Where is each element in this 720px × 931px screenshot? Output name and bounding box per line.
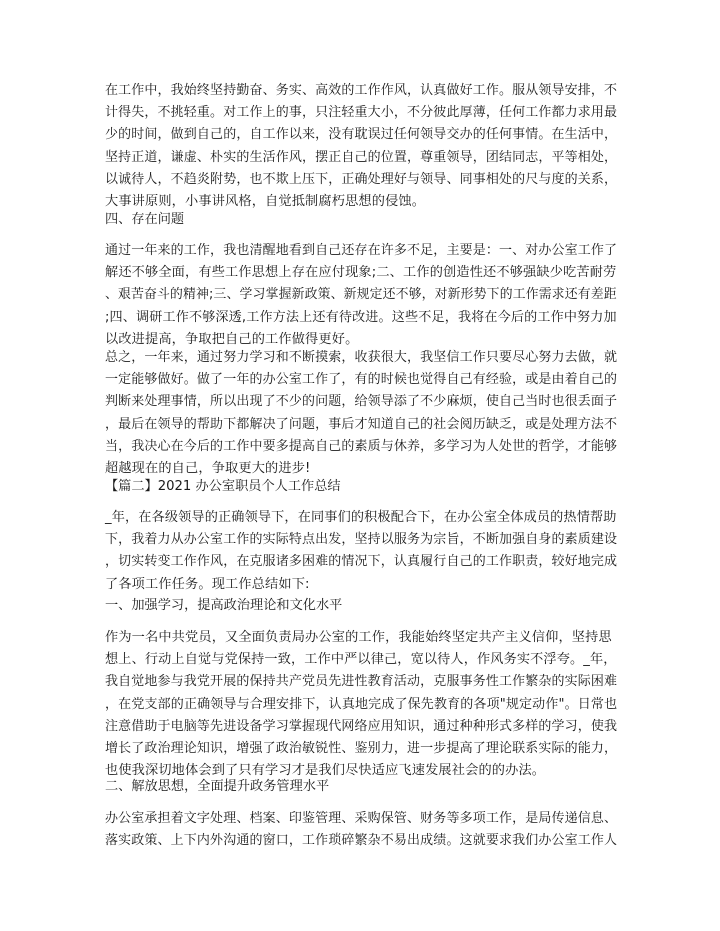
text-line: ，切实转变工作作风，在克服诸多困难的情况下，认真履行自己的工作职责，较好地完成	[105, 554, 618, 570]
text-line: 注意借助于电脑等先进设备学习掌握现代网络应用知识，通过种种形式多样的学习，使我	[105, 718, 618, 734]
text-line: ，在党支部的正确领导与合理安排下，认真地完成了保先教育的各项"规定动作"。日常也	[105, 696, 618, 712]
text-line: 通过一年来的工作，我也清醒地看到自己还存在许多不足，主要是：一、对办公室工作了	[105, 243, 618, 258]
text-line: _年，在各级领导的正确领导下，在同事们的积极配合下，在办公室全体成员的热情帮助	[105, 510, 617, 525]
text-line: 大事讲原则，小事讲风格，自觉抵制腐朽思想的侵蚀。	[105, 194, 426, 210]
section-heading-problems: 四、存在问题	[105, 212, 185, 227]
paragraph-work-attitude	[105, 80, 617, 213]
text-line: 增长了政治理论知识，增强了政治敏锐性、鉴别力，进一步提高了理论联系实际的能力，	[105, 741, 618, 757]
text-line: 总之，一年来，通过努力学习和不断摸索，收获很大，我坚信工作只要尽心努力去做，就	[105, 350, 618, 365]
article-title-part2: 【篇二】2021 办公室职员个人工作总结	[105, 479, 341, 494]
text-line: ;四、调研工作不够深透,工作方法上还有待改进。这些不足，我将在今后的工作中努力加	[105, 309, 617, 325]
text-line: 少的时间，做到自己的，自工作以来，没有耽误过任何领导交办的任何事情。在生活中，	[105, 127, 618, 143]
text-line: 坚持正道，谦虚、朴实的生活作风，摆正自己的位置，尊重领导，团结同志，平等相处，	[105, 149, 618, 165]
section-heading-management: 二、解放思想，全面提升政务管理水平	[105, 779, 330, 794]
text-line: 计得失，不挑轻重。对工作上的事，只注轻重大小，不分彼此厚薄，任何工作都力求用最	[105, 105, 618, 121]
text-line: 作为一名中共党员，又全面负责局办公室的工作，我能始终坚定共产主义信仰，坚持思	[105, 630, 612, 645]
text-line: 解还不够全面，有些工作思想上存在应付现象;二、工作的创造性还不够强缺少吃苦耐劳	[105, 265, 617, 281]
section-heading-study: 一、加强学习，提高政治理论和文化水平	[105, 598, 343, 613]
paragraph-management	[105, 808, 617, 852]
text-line: 以改进提高，争取把自己的工作做得更好。	[105, 331, 359, 347]
text-line: 想上、行动上自觉与党保持一致，工作中严以律己，宽以待人，作风务实不浮夸。_年，	[105, 652, 617, 668]
text-line: 办公室承担着文字处理、档案、印鉴管理、采购保管、财务等多项工作，是局传递信息、	[105, 811, 618, 826]
text-line: 了各项工作任务。现工作总结如下:	[105, 576, 310, 592]
text-line: ，最后在领导的帮助下都解决了问题，事后才知道自己的社会阅历缺乏，或是处理方法不	[105, 416, 618, 432]
text-line: 在工作中，我始终坚持勤奋、务实、高效的工作作风，认真做好工作。服从领导安排，不	[105, 83, 618, 98]
text-line: 我自觉地参与我党开展的保持共产党员先进性教育活动，克服事务性工作繁杂的实际困难	[105, 674, 618, 690]
text-line: 也使我深切地体会到了只有学习才是我们尽快适应飞速发展社会的的办法。	[105, 763, 546, 779]
paragraph-study	[105, 627, 617, 782]
paragraph-summary	[105, 347, 617, 480]
text-line: 落实政策、上下内外沟通的窗口，工作琐碎繁杂不易出成绩。这就要求我们办公室工作人	[105, 833, 618, 849]
text-line: 判断来处理事情，所以出现了不少的问题，给领导添了不少麻烦，使自己当时也很丢面子	[105, 394, 618, 410]
paragraph-problems	[105, 240, 617, 351]
text-line: 以诚待人，不趋炎附势，也不欺上压下，正确处理好与领导、同事相处的尺与度的关系，	[105, 171, 618, 187]
text-line: 当，我决心在今后的工作中要多提高自己的素质与休养，多学习为人处世的哲学，才能够	[105, 438, 618, 454]
text-line: 下，我着力从办公室工作的实际特点出发，坚持以服务为宗旨，不断加强自身的素质建设	[105, 532, 618, 548]
paragraph-intro	[105, 507, 617, 596]
text-line: 一定能够做好。做了一年的办公室工作了，有的时候也觉得自己有经验，或是由着自己的	[105, 372, 618, 388]
text-line: 超越现在的自己，争取更大的进步!	[105, 461, 311, 477]
text-line: 、艰苦奋斗的精神;三、学习掌握新政策、新规定还不够，对新形势下的工作需求还有差距	[105, 287, 617, 303]
